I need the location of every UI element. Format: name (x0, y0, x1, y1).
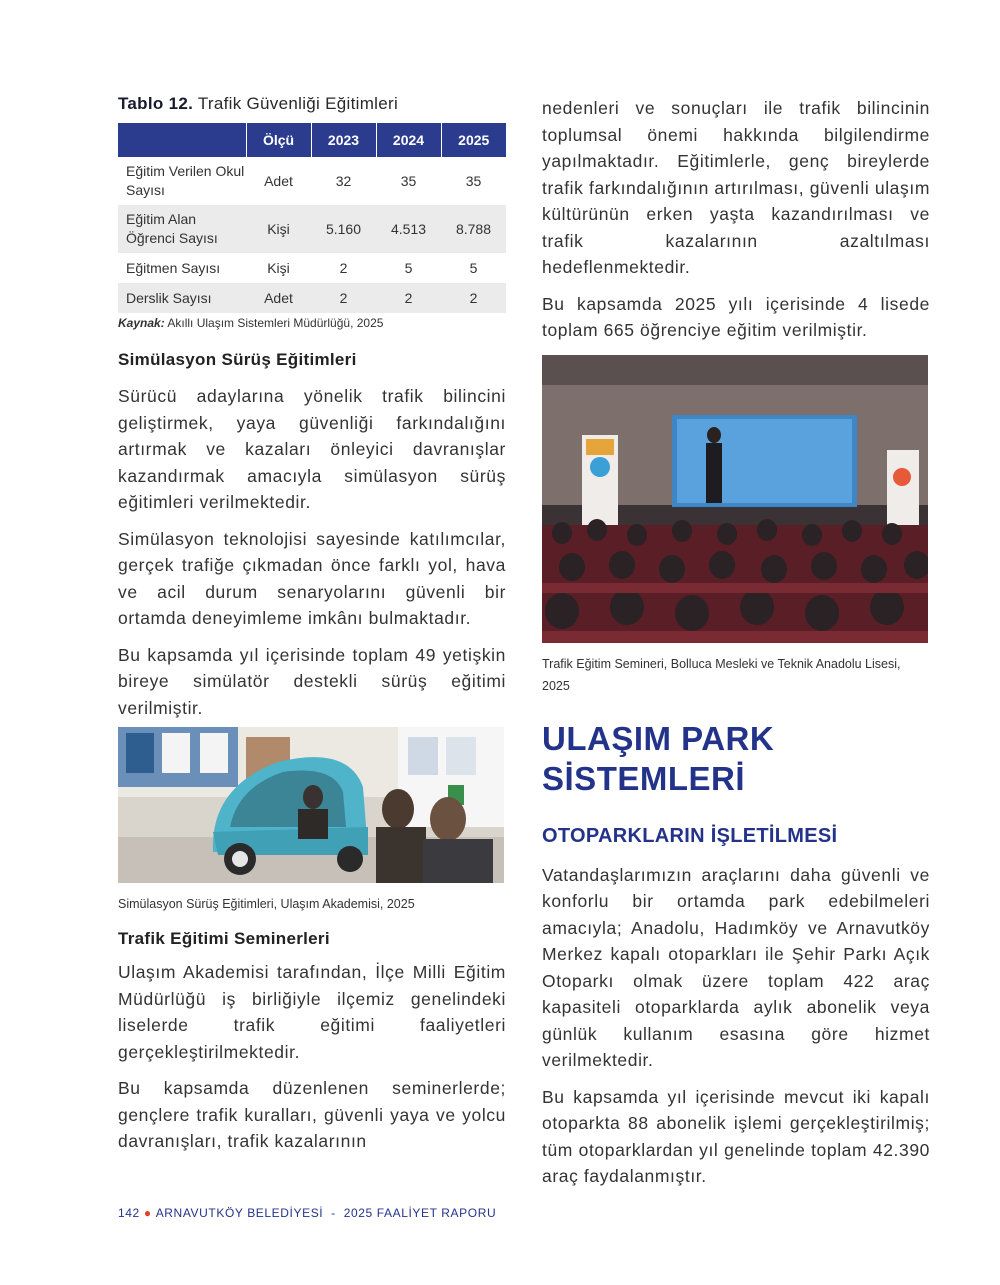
table-header-cell: 2025 (441, 123, 506, 157)
table-cell: Kişi (246, 205, 311, 253)
table-cell: 5 (441, 253, 506, 283)
table-cell: 32 (311, 157, 376, 205)
section-subheading: OTOPARKLARIN İŞLETİLMESİ (542, 824, 838, 847)
table-header-cell: 2023 (311, 123, 376, 157)
paragraph: Vatandaşlarımızın araçlarını daha güvenli ve konforlu bir ortamda park edebilmeleri amacıyla; Anadolu, Hadımköy ve Arnavutköy Merkez kapalı otoparkları ile Şehir Parkı Açık Otoparkı olmak üzere toplam 422 araç kapasiteli otoparklarda aylık abonelik veya günlük kullanım esasına göre hizmet verilmektedir. (542, 864, 930, 1070)
table-cell: 4.513 (376, 205, 441, 253)
footer-organization: ARNAVUTKÖY BELEDİYESİ (155, 1206, 324, 1220)
table-cell: 5.160 (311, 205, 376, 253)
section-title-line: SİSTEMLERİ (542, 759, 746, 797)
table-cell: Kişi (246, 253, 311, 283)
table-cell: 35 (441, 157, 506, 205)
page-footer (118, 1206, 496, 1220)
seminar-photo (542, 355, 928, 643)
paragraph: Bu kapsamda düzenlenen seminerlerde; gençlere trafik kuralları, güvenli yaya ve yolcu davranışları, trafik kazalarının (118, 1078, 506, 1151)
table-cell: 35 (376, 157, 441, 205)
table-row (118, 205, 506, 253)
table-cell: 8.788 (441, 205, 506, 253)
simulator-photo-caption: Simülasyon Sürüş Eğitimleri, Ulaşım Akademisi, 2025 (118, 897, 415, 911)
section-title (542, 719, 930, 799)
section-heading-seminars: Trafik Eğitimi Seminerleri (118, 929, 330, 948)
simulator-photo-illustration (118, 727, 504, 883)
paragraph: Ulaşım Akademisi tarafından, İlçe Milli Eğitim Müdürlüğü iş birliğiyle ilçemiz genelindeki liselerde trafik eğitimi faaliyetleri gerçekleştirilmektedir. (118, 962, 506, 1062)
table-header-cell: Ölçü (246, 123, 311, 157)
paragraph: Bu kapsamda 2025 yılı içerisinde 4 lisede toplam 665 öğrenciye eğitim verilmiştir. (542, 293, 930, 340)
table-header-row (118, 123, 506, 157)
paragraph: Simülasyon teknolojisi sayesinde katılımcılar, gerçek trafiğe çıkmadan önce farklı yol, hava ve acil durum senaryolarını güvenli bir ortamda deneyimleme imkânı bulmaktadır. (118, 528, 506, 628)
right-column (542, 95, 930, 1200)
table-header-cell: 2024 (376, 123, 441, 157)
table-cell: 2 (376, 283, 441, 313)
table-cell: 2 (311, 283, 376, 313)
table-source (118, 316, 506, 330)
paragraph: Bu kapsamda yıl içerisinde toplam 49 yetişkin bireye simülatör destekli sürüş eğitimi verilmiştir. (118, 644, 506, 718)
section-heading-simulation: Simülasyon Sürüş Eğitimleri (118, 350, 357, 369)
table-cell: Eğitmen Sayısı (118, 253, 246, 283)
footer-report: 2025 FAALİYET RAPORU (343, 1206, 497, 1220)
footer-separator: - (331, 1206, 336, 1220)
paragraph: Bu kapsamda yıl içerisinde mevcut iki kapalı otoparkta 88 abonelik işlemi gerçekleştirilmiş; tüm otoparklardan yıl genelinde toplam 42.390 araç faydalanmıştır. (542, 1086, 930, 1186)
training-table (118, 123, 506, 313)
table-title-label: Tablo 12. (118, 94, 194, 113)
table-row (118, 157, 506, 205)
table-header-cell (118, 123, 246, 157)
table-cell: Adet (246, 157, 311, 205)
table-title-text: Trafik Güvenliği Eğitimleri (193, 94, 399, 113)
left-column (118, 94, 506, 1165)
table-cell: 2 (311, 253, 376, 283)
simulator-photo (118, 727, 504, 883)
table-title (118, 94, 506, 114)
seminar-photo-caption: Trafik Eğitim Semineri, Bolluca Mesleki ve Teknik Anadolu Lisesi, 2025 (542, 656, 901, 693)
source-text: Akıllı Ulaşım Sistemleri Müdürlüğü, 2025 (164, 316, 384, 330)
table-row (118, 253, 506, 283)
table-cell: Adet (246, 283, 311, 313)
page-number: 142 (118, 1206, 140, 1220)
section-title-line: ULAŞIM PARK (542, 719, 775, 757)
paragraph: Sürücü adaylarına yönelik trafik bilincini geliştirmek, yaya güvenliği farkındalığını artırmak ve kazaları önleyici davranışlar kazandırmak amacıyla simülasyon sürüş eğitimleri verilmektedir. (118, 386, 506, 512)
table-cell: 5 (376, 253, 441, 283)
source-label: Kaynak: (118, 316, 165, 330)
seminar-photo-illustration (542, 355, 928, 643)
table-cell: Derslik Sayısı (118, 283, 246, 313)
table-row (118, 283, 506, 313)
table-cell: Eğitim Verilen Okul Sayısı (118, 157, 246, 205)
paragraph: nedenleri ve sonuçları ile trafik bilincinin toplumsal önemi hakkında bilgilendirme yapılmaktadır. Eğitimlerle, genç bireylerde trafik farkındalığının artırılması, güvenli ulaşım kültürünün erken yaşta kazandırılması ve trafik kazalarının azaltılması hedeflenmektedir. (542, 98, 930, 277)
table-cell: 2 (441, 283, 506, 313)
bullet-icon: ● (143, 1206, 152, 1220)
table-cell: Eğitim Alan Öğrenci Sayısı (118, 205, 246, 253)
